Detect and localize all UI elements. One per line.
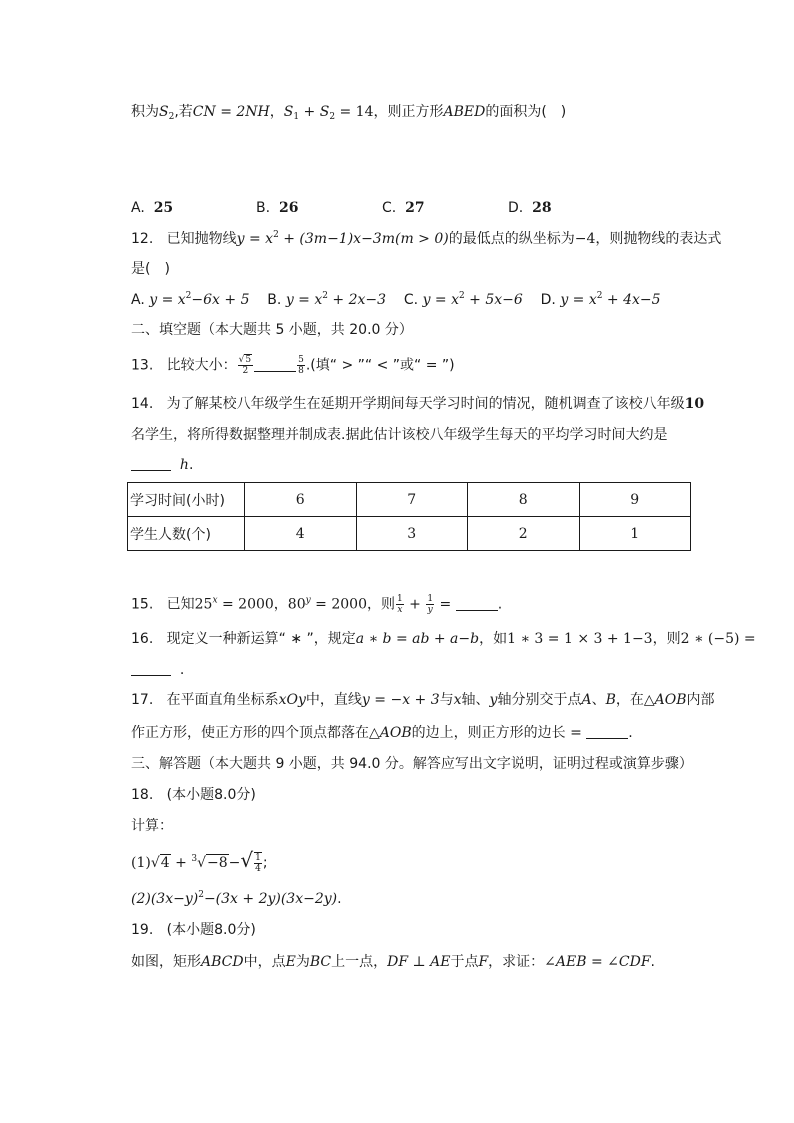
q19-header: 19. (本小题8.0分) [131, 922, 256, 938]
q18-part-1: (1)√4 + $^3$√−8−√ $\frac{1}{4}$ ; [131, 848, 268, 874]
table-cell: 学生人数(个) [128, 517, 245, 551]
table-cell: 2 [468, 517, 580, 551]
q16-answer-blank[interactable] [131, 661, 171, 676]
sqrt-icon: √ [238, 355, 245, 365]
q17-stem-line2: 作正方形，使正方形的四个顶点都落在△AOB的边上，则正方形的边长 = . [131, 725, 633, 741]
q12-stem: 12. 已知抛物线$y = x^2 + (3m-1)x-3m(m > 0)$的最低点的纵坐标为−4，则抛物线的表达式 [131, 230, 722, 247]
q14-answer-line: h. [131, 455, 193, 475]
q17-stem: 17. 在平面直角坐标系xOy中，直线y = −x + 3与x轴、y轴分别交于点A、B，在△AOB内部 [131, 692, 715, 708]
cube-root-icon: √ [197, 855, 206, 871]
q12-stem-line2: 是( ) [131, 261, 170, 277]
q12-options [131, 290, 661, 310]
q16-stem: 16. 现定义一种新运算“ ∗ ”，规定a ∗ b = ab + a−b，如1 ∗ 3 = 1 × 3 + 1−3，则2 ∗ (−5) = [131, 631, 756, 647]
table-row [128, 483, 691, 517]
q12-option-d[interactable]: D. $y = x^2 + 4x-5$ [540, 291, 661, 308]
table-row [128, 517, 691, 551]
table-cell: 学习时间(小时) [128, 483, 245, 517]
study-time-table [127, 482, 691, 551]
q11-option-b[interactable]: B. 26 [256, 200, 299, 216]
q11-option-c[interactable]: C. 27 [382, 200, 425, 216]
q11-stem-tail: 积为$S_2$,若CN = 2NH，$S_1 + S_2 = 14$，则正方形ABED的面积为( ) [131, 104, 567, 122]
sqrt-icon: √ [240, 848, 254, 872]
q11-option-d[interactable]: D. 28 [508, 200, 552, 216]
q12-option-c[interactable]: C. $y = x^2 + 5x-6$ [403, 291, 523, 308]
q12-option-a[interactable]: A. $y = x^2-6x + 5$ [131, 291, 250, 308]
table-cell: 4 [245, 517, 357, 551]
q13-fraction-right: $\frac{5}{8}$ [298, 355, 304, 376]
q12-option-b[interactable]: B. $y = x^2 + 2x-3$ [267, 291, 387, 308]
table-cell: 8 [468, 483, 580, 517]
q15-answer-blank[interactable] [456, 596, 498, 611]
sqrt-icon: √ [150, 855, 160, 871]
table-cell: 6 [245, 483, 357, 517]
table-cell: 7 [356, 483, 468, 517]
section-heading-solutions: 三、解答题（本大题共 9 小题，共 94.0 分。解答应写出文字说明，证明过程或演算步骤） [131, 756, 693, 772]
table-cell: 9 [579, 483, 691, 517]
q19-stem: 如图，矩形ABCD中，点E为BC上一点，DF ⊥ AE于点F，求证：∠AEB = ∠CDF. [131, 954, 655, 970]
q14-answer-blank[interactable] [131, 456, 171, 471]
q13-stem: 13. 比较大小： $\frac{√5}{2}$ $\frac{5}{8}$ .(填“ > ”“ < ”或“ = ”) [131, 355, 455, 376]
q15-stem: 15. 已知$25^x = 2000$，$80^y = 2000$，则 $\frac{1}{x}$ + $\frac{1}{y}$ = . [131, 594, 503, 615]
q18-calc-label: 计算： [131, 818, 173, 834]
q17-answer-blank[interactable] [586, 724, 628, 739]
q16-answer-line: . [131, 660, 184, 680]
q15-fraction-1-over-x: $\frac{1}{x}$ [396, 594, 403, 615]
q14-stem-line2: 名学生，将所得数据整理并制成表.据此估计该校八年级学生每天的平均学习时间大约是 [131, 427, 668, 443]
q13-answer-blank[interactable] [254, 357, 296, 372]
table-cell: 1 [579, 517, 691, 551]
q15-fraction-1-over-y: $\frac{1}{y}$ [427, 594, 434, 615]
q11-option-a[interactable]: A. 25 [131, 200, 174, 216]
q13-fraction-left: $\frac{√5}{2}$ [238, 355, 252, 376]
q18-part-2: $(2)(3x-y)^2-(3x + 2y)(3x-2y)$. [131, 890, 342, 907]
section-heading-fill-in: 二、填空题（本大题共 5 小题，共 20.0 分） [131, 322, 413, 338]
q14-stem: 14. 为了解某校八年级学生在延期开学期间每天学习时间的情况，随机调查了该校八年级10 [131, 396, 705, 412]
q18-header: 18. (本小题8.0分) [131, 787, 256, 803]
table-cell: 3 [356, 517, 468, 551]
q18-fraction-quarter: $\frac{1}{4}$ [255, 853, 261, 874]
